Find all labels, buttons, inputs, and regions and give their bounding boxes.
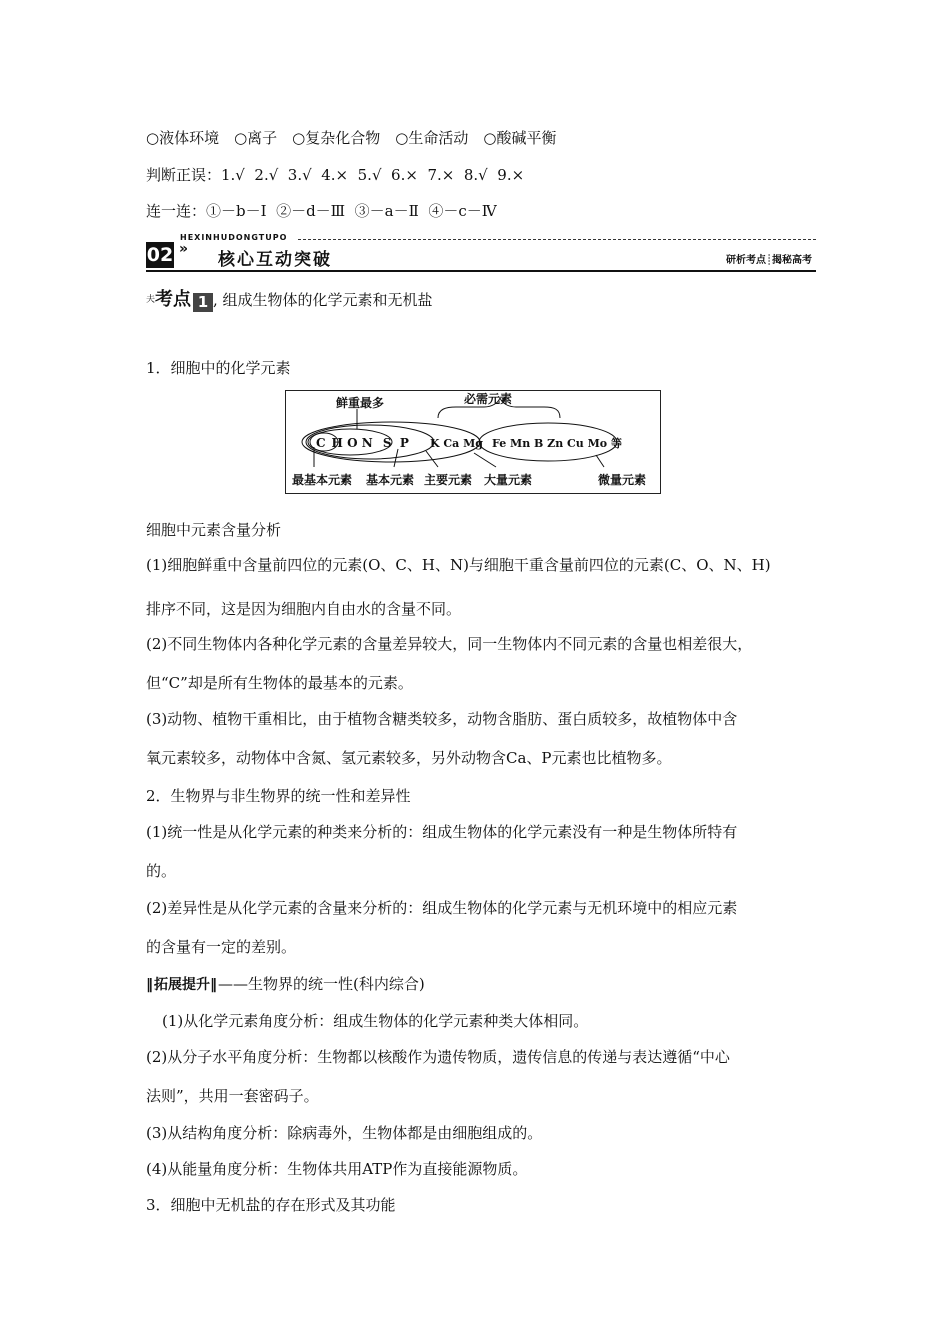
elements-diagram-svg	[286, 391, 662, 495]
kaodian-number: 1	[193, 293, 213, 312]
paragraph-4b: 的。	[146, 862, 177, 880]
extension-2a: (2)从分子水平角度分析：生物都以核酸作为遗传物质，遗传信息的传递与表达遵循“中心	[146, 1048, 730, 1066]
analysis-title: 细胞中元素含量分析	[146, 521, 282, 539]
paragraph-1a: (1)细胞鲜重中含量前四位的元素(O、C、H、N)与细胞干重含量前四位的元素(C、O、N、H)	[146, 556, 771, 574]
banner-rule	[146, 270, 816, 272]
tuozhan-line	[146, 973, 425, 994]
label-major: 大量元素	[484, 473, 533, 487]
label-main: 主要元素	[424, 473, 473, 487]
extension-1: (1)从化学元素角度分析：组成生物体的化学元素种类大体相同。	[162, 1012, 589, 1030]
kaodian-title: , 组成生物体的化学元素和无机盐	[213, 291, 433, 309]
kaodian-prefix: 夫	[146, 295, 156, 305]
section-heading-1: 1．细胞中的化学元素	[146, 359, 291, 377]
answer-line-3: 连一连：①－b－Ⅰ ②－d－Ⅲ ③－a－Ⅱ ④－c－Ⅳ	[146, 202, 497, 220]
label-essential: 必需元素	[464, 392, 513, 406]
paragraph-3b: 氧元素较多，动物体中含氮、氢元素较多，另外动物含Ca、P元素也比植物多。	[146, 749, 672, 767]
chevron-icon: »	[179, 241, 189, 257]
pointer-major	[474, 453, 496, 467]
banner-pinyin: HEXINHUDONGTUPO	[180, 233, 288, 242]
banner-title: 核心互动突破	[218, 250, 332, 270]
tuozhan-text: ——生物界的统一性(科内综合)	[218, 975, 425, 993]
banner-right-text: 研析考点┊揭秘高考	[725, 255, 812, 266]
elements-trace: Fe Mn B Zn Cu Mo 等	[492, 437, 622, 450]
label-fresh: 鲜重最多	[336, 396, 385, 410]
section-heading-2: 2．生物界与非生物界的统一性和差异性	[146, 787, 411, 805]
kaodian-label: 考点	[155, 289, 192, 310]
extension-4: (4)从能量角度分析：生物体共用ATP作为直接能源物质。	[146, 1160, 528, 1178]
pointer-trace	[596, 455, 604, 467]
extension-3: (3)从结构角度分析：除病毒外，生物体都是由细胞组成的。	[146, 1124, 543, 1142]
paragraph-2b: 但“C”却是所有生物体的最基本的元素。	[146, 674, 413, 692]
extension-2b: 法则”，共用一套密码子。	[146, 1087, 319, 1105]
label-basic-most: 最基本元素	[292, 473, 353, 487]
banner-number: 02	[146, 244, 174, 266]
paragraph-4a: (1)统一性是从化学元素的种类来分析的：组成生物体的化学元素没有一种是生物体所特有	[146, 823, 738, 841]
paragraph-2a: (2)不同生物体内各种化学元素的含量差异较大，同一生物体内不同元素的含量也相差很大，	[146, 635, 753, 653]
section-heading-3: 3．细胞中无机盐的存在形式及其功能	[146, 1196, 396, 1214]
paragraph-5a: (2)差异性是从化学元素的含量来分析的：组成生物体的化学元素与无机环境中的相应元素	[146, 899, 738, 917]
label-trace: 微量元素	[598, 473, 647, 487]
paragraph-5b: 的含量有一定的差别。	[146, 938, 297, 956]
answer-line-2: 判断正误：1.√ 2.√ 3.√ 4.× 5.√ 6.× 7.× 8.√ 9.×	[146, 166, 525, 184]
kaodian-heading	[146, 285, 433, 312]
answer-line-1: ○液体环境 ○离子 ○复杂化合物 ○生命活动 ○酸碱平衡	[146, 129, 557, 147]
banner-dashed-rule	[298, 239, 816, 240]
elements-main: C H O N S P	[316, 436, 409, 450]
tuozhan-label: ‖ 拓展提升‖	[146, 977, 216, 993]
label-basic: 基本元素	[366, 473, 415, 487]
elements-diagram	[285, 390, 661, 494]
elements-major: K Ca Mg	[430, 437, 483, 450]
paragraph-1b: 排序不同，这是因为细胞内自由水的含量不同。	[146, 600, 462, 618]
section-banner	[146, 233, 816, 276]
paragraph-3a: (3)动物、植物干重相比，由于植物含糖类较多，动物含脂肪、蛋白质较多，故植物体中含	[146, 710, 738, 728]
